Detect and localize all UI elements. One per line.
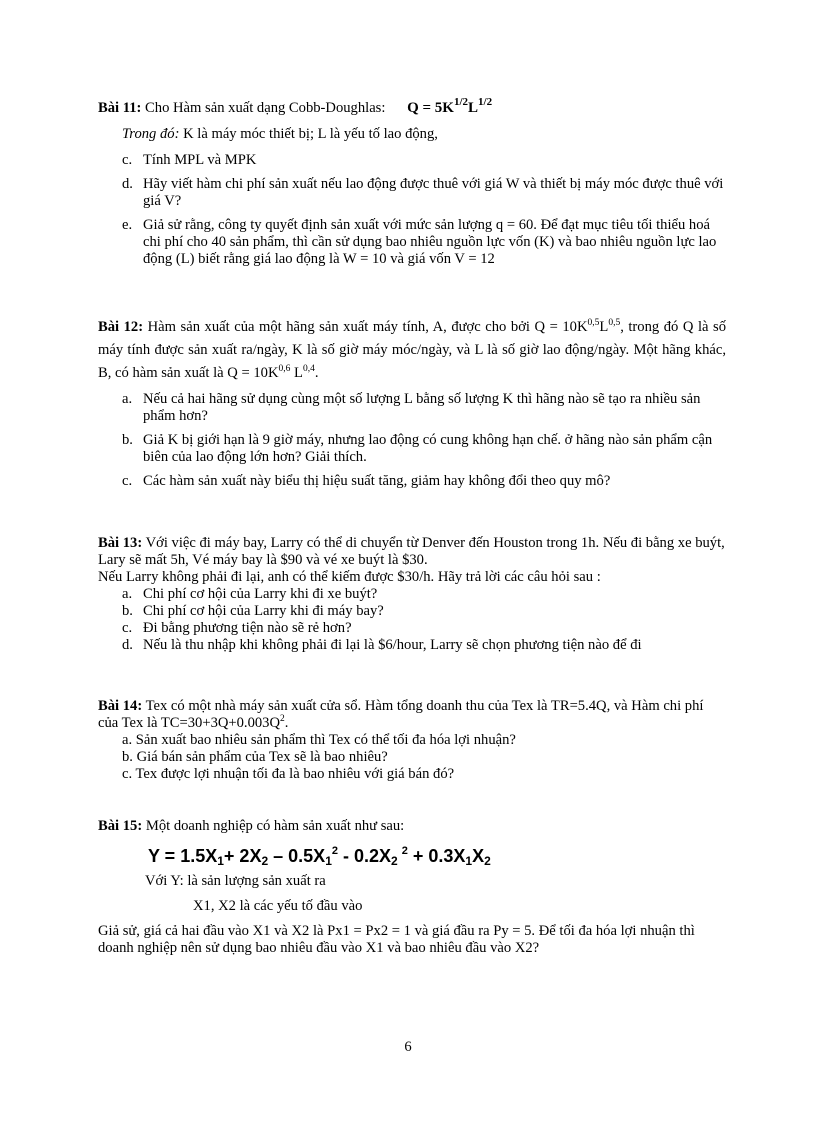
item-label: c. bbox=[122, 473, 133, 489]
exponent: 0,4 bbox=[302, 364, 315, 374]
x-definition: X1, X2 là các yếu tố đầu vào bbox=[193, 898, 363, 914]
exercise-13-item-b bbox=[98, 603, 726, 620]
item-label: a. bbox=[122, 391, 133, 407]
exercise-14-item-b: b. Giá bán sản phẩm của Tex sẽ là bao nhiêu? bbox=[122, 749, 388, 765]
item-label: a. bbox=[122, 586, 133, 602]
exercise-12-item-a bbox=[98, 391, 726, 425]
formula-exponent-l: 1/2 bbox=[478, 96, 493, 108]
exercise-12-item-c bbox=[98, 473, 726, 490]
text: + 0.3X bbox=[407, 846, 466, 866]
text: – 0.5X bbox=[268, 846, 326, 866]
exercise-11-title: Bài 11: bbox=[98, 100, 142, 116]
subscript: 2 bbox=[391, 854, 398, 868]
item-label: b. bbox=[122, 432, 133, 448]
exercise-14-title: Bài 14: bbox=[98, 698, 143, 714]
exercise-13-item-d bbox=[98, 637, 726, 654]
text: . bbox=[284, 715, 289, 731]
superscript: 2 bbox=[331, 845, 338, 857]
item-text: Nếu cả hai hãng sử dụng cùng một số lượng L bằng số lượng K thì hãng nào sẽ tạo ra nhiều sản phẩm hơn? bbox=[143, 391, 701, 424]
exercise-14-paragraph bbox=[98, 698, 726, 732]
exercise-12-title: Bài 12: bbox=[98, 319, 144, 335]
item-text: Các hàm sản xuất này biểu thị hiệu suất tăng, giảm hay không đổi theo quy mô? bbox=[143, 473, 611, 489]
exponent: 0,5 bbox=[587, 318, 600, 328]
text: + 2X bbox=[223, 846, 262, 866]
exercise-11 bbox=[98, 96, 726, 275]
exercise-12 bbox=[98, 316, 726, 497]
y-definition: Với Y: là sản lượng sản xuất ra bbox=[145, 873, 326, 889]
text: L bbox=[290, 365, 303, 381]
exercise-14 bbox=[98, 698, 726, 783]
text: Với việc đi máy bay, Larry có thể di chuyển từ Denver đến Houston trong 1h. Nếu đi bằng xe buýt, Lary sẽ mất 5h, Vé máy bay là $90 và vé xe buýt là $30. bbox=[98, 535, 725, 568]
item-label: c. bbox=[122, 152, 133, 168]
exercise-11-intro: Cho Hàm sản xuất dạng Cobb-Doughlas: bbox=[145, 100, 386, 116]
text: Hàm sản xuất của một hãng sản xuất máy tính, A, được cho bởi Q = 10K bbox=[147, 319, 588, 335]
item-label: e. bbox=[122, 217, 133, 233]
text: X bbox=[472, 846, 485, 866]
exercise-14-item-c: c. Tex được lợi nhuận tối đa là bao nhiêu với giá bán đó? bbox=[122, 766, 455, 782]
exercise-15-question: Giả sử, giá cả hai đầu vào X1 và X2 là Px1 = Px2 = 1 và giá đầu ra Py = 5. Để tối đa hóa lợi nhuận thì doanh nghiệp nên sử dụng bao nhiêu đầu vào X1 và bao nhiêu đầu vào X2? bbox=[98, 923, 695, 956]
text: Một doanh nghiệp có hàm sản xuất như sau: bbox=[145, 818, 405, 834]
formula-q-5k: Q = 5K bbox=[407, 100, 454, 116]
text: Y = 1.5X bbox=[148, 846, 218, 866]
item-text: Hãy viết hàm chi phí sản xuất nếu lao động được thuê với giá W và thiết bị máy móc được thuê với giá V? bbox=[143, 176, 724, 209]
item-label: c. bbox=[122, 620, 133, 636]
exercise-15-title: Bài 15: bbox=[98, 818, 143, 834]
where-text: K là máy móc thiết bị; L là yếu tố lao động, bbox=[183, 126, 438, 142]
subscript: 1 bbox=[465, 854, 473, 868]
exercise-11-item-d bbox=[98, 176, 726, 210]
subscript: 1 bbox=[217, 854, 224, 868]
exercise-13-item-c bbox=[98, 620, 726, 637]
exercise-15 bbox=[98, 818, 726, 957]
exercise-11-where bbox=[98, 126, 726, 143]
exercise-13-paragraph-1 bbox=[98, 535, 726, 569]
exercise-11-heading-line bbox=[98, 96, 726, 117]
where-label: Trong đó: bbox=[122, 126, 180, 142]
exercise-15-intro-line bbox=[98, 818, 726, 835]
cobb-douglas-formula bbox=[407, 96, 493, 116]
exercise-13-title: Bài 13: bbox=[98, 535, 143, 551]
exponent: 2 bbox=[280, 714, 285, 724]
subscript: 2 bbox=[261, 854, 269, 868]
exercise-12-paragraph bbox=[98, 316, 726, 385]
exponent: 0,6 bbox=[278, 364, 291, 374]
exercise-11-item-e bbox=[98, 217, 726, 268]
formula-l: L bbox=[468, 100, 479, 116]
formula-exponent-k: 1/2 bbox=[453, 96, 469, 108]
text: Tex có một nhà máy sản xuất cửa sổ. Hàm tổng doanh thu của Tex là TR=5.4Q, và Hàm chi phí của Tex là TC=30+3Q+0.003Q bbox=[98, 698, 704, 731]
exercise-13-paragraph-2: Nếu Larry không phải đi lại, anh có thể kiếm được $30/h. Hãy trả lời các câu hỏi sau : bbox=[98, 569, 601, 585]
text: . bbox=[314, 365, 319, 381]
item-label: b. bbox=[122, 603, 133, 619]
text: L bbox=[599, 319, 609, 335]
item-text: Chi phí cơ hội của Larry khi đi xe buýt? bbox=[143, 586, 378, 602]
item-text: Tính MPL và MPK bbox=[143, 152, 257, 168]
page-number: 6 bbox=[404, 1039, 412, 1055]
text: , trong đó Q là số máy tính được sản xuất ra/ngày, K là số giờ máy móc/ngày, và L là số giờ lao động/ngày. Một hãng khác, B, có hàm sản xuất là Q = 10K bbox=[98, 319, 727, 381]
item-text: Đi bằng phương tiện nào sẽ rẻ hơn? bbox=[143, 620, 352, 636]
exercise-11-item-c bbox=[98, 152, 726, 169]
exercise-12-item-b bbox=[98, 432, 726, 466]
item-text: Giả sử rằng, công ty quyết định sản xuất với mức sản lượng q = 60. Để đạt mục tiêu tối thiểu hoá chi phí cho 40 sản phẩm, thì cần sử dụng bao nhiêu nguồn lực vốn (K) và bao nhiêu nguồn lực lao động (L) biết rằng giá lao động là W = 10 và giá vốn V = 12 bbox=[143, 217, 717, 267]
subscript: 1 bbox=[325, 854, 332, 868]
item-label: d. bbox=[122, 176, 133, 192]
item-text: Nếu là thu nhập khi không phải đi lại là $6/hour, Larry sẽ chọn phương tiện nào để đi bbox=[143, 637, 642, 653]
exponent: 0,5 bbox=[608, 318, 621, 328]
item-label: d. bbox=[122, 637, 133, 653]
item-text: Chi phí cơ hội của Larry khi đi máy bay? bbox=[143, 603, 384, 619]
exercise-14-item-a: a. Sản xuất bao nhiêu sản phẩm thì Tex có thể tối đa hóa lợi nhuận? bbox=[122, 732, 516, 748]
exercise-13-item-a bbox=[98, 586, 726, 603]
production-function-equation bbox=[148, 845, 726, 867]
exercise-13 bbox=[98, 535, 726, 654]
text: - 0.2X bbox=[338, 846, 392, 866]
superscript: 2 bbox=[401, 845, 408, 857]
subscript: 2 bbox=[484, 854, 491, 868]
item-text: Giả K bị giới hạn là 9 giờ máy, nhưng lao động có cung không hạn chế. ở hãng nào sản phẩm cận biên của lao động lớn hơn? Giải thích. bbox=[143, 432, 713, 465]
